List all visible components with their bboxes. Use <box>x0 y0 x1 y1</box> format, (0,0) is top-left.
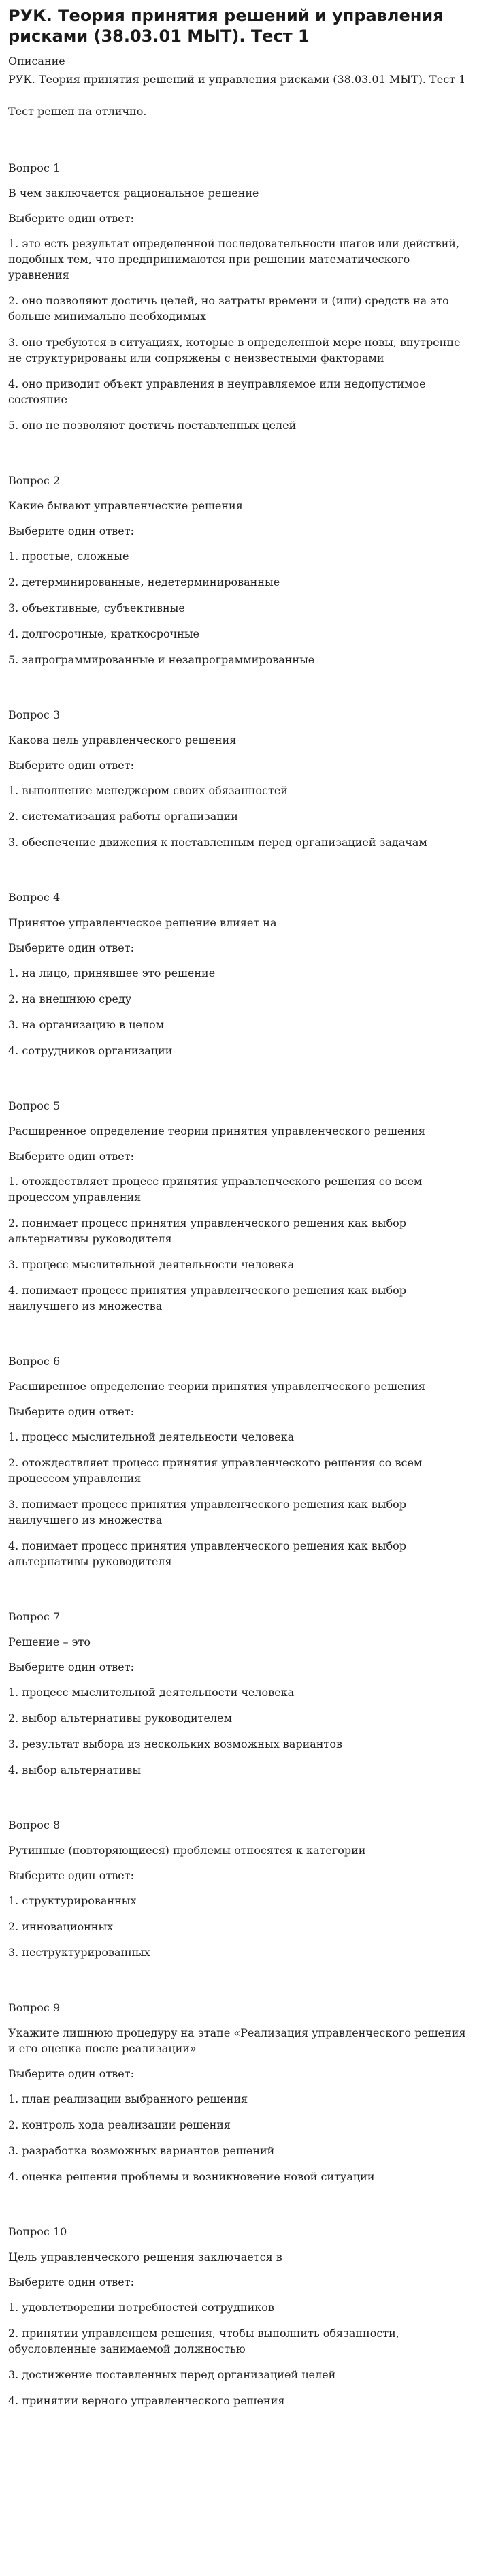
questions-list <box>8 160 469 2408</box>
question-number: Вопрос 1 <box>8 161 61 174</box>
answer-option: 5. запрограммированные и незапрограммированные <box>8 653 315 666</box>
description-text: РУК. Теория принятия решений и управления рисками (38.03.01 МЫТ). Тест 1 <box>8 73 466 86</box>
question-text: Решение – это <box>8 1635 91 1648</box>
answer-prompt: Выберите один ответ: <box>8 759 135 772</box>
answer-option: 1. процесс мыслительной деятельности человека <box>8 1686 295 1699</box>
question-block <box>8 1353 469 1569</box>
answer-option: 2. отождествляет процесс принятия управленческого решения со всем процессом управления <box>8 1456 423 1485</box>
answer-options <box>8 236 469 433</box>
result-note: Тест решен на отлично. <box>8 105 147 118</box>
answer-option: 4. понимает процесс принятия управленческого решения как выбор наилучшего из множества <box>8 1284 407 1313</box>
answer-prompt: Выберите один ответ: <box>8 2067 135 2080</box>
answer-option: 3. понимает процесс принятия управленческого решения как выбор наилучшего из множества <box>8 1498 407 1526</box>
question-number: Вопрос 2 <box>8 474 61 487</box>
answer-option: 2. контроль хода реализации решения <box>8 2118 231 2131</box>
question-number: Вопрос 3 <box>8 708 61 721</box>
answer-options <box>8 965 469 1058</box>
answer-option: 4. понимает процесс принятия управленческого решения как выбор альтернативы руководителя <box>8 1539 407 1568</box>
answer-options <box>8 548 469 667</box>
question-block <box>8 2000 469 2184</box>
question-block <box>8 160 469 433</box>
question-number: Вопрос 10 <box>8 2225 67 2238</box>
answer-prompt: Выберите один ответ: <box>8 2276 135 2289</box>
answer-option: 3. объективные, субъективные <box>8 601 185 614</box>
answer-option: 1. структурированных <box>8 1894 137 1907</box>
answer-option: 3. на организацию в целом <box>8 1018 165 1031</box>
answer-option: 2. систематизация работы организации <box>8 810 238 823</box>
answer-option: 4. оценка решения проблемы и возникновение новой ситуации <box>8 2170 375 2183</box>
answer-prompt: Выберите один ответ: <box>8 1405 135 1418</box>
question-block <box>8 473 469 667</box>
answer-options <box>8 2091 469 2184</box>
description-label: Описание <box>8 54 65 67</box>
question-number: Вопрос 8 <box>8 1819 61 1832</box>
answer-option: 4. выбор альтернативы <box>8 1763 142 1776</box>
answer-option: 4. принятии верного управленческого решения <box>8 2394 285 2407</box>
answer-option: 2. на внешнюю среду <box>8 992 132 1005</box>
answer-prompt: Выберите один ответ: <box>8 1661 135 1674</box>
answer-option: 3. достижение поставленных перед организацией целей <box>8 2368 336 2381</box>
answer-option: 1. удовлетворении потребностей сотрудников <box>8 2301 274 2314</box>
question-text: Принятое управленческое решение влияет на <box>8 916 277 929</box>
answer-option: 3. процесс мыслительной деятельности человека <box>8 1258 295 1271</box>
question-text: Расширенное определение теории принятия управленческого решения <box>8 1125 425 1137</box>
page-title: РУК. Теория принятия решений и управления рисками (38.03.01 МЫТ). Тест 1 <box>8 6 444 46</box>
answer-option: 4. сотрудников организации <box>8 1044 173 1057</box>
question-text: В чем заключается рациональное решение <box>8 187 259 200</box>
question-text: Цель управленческого решения заключается в <box>8 2250 282 2263</box>
question-block <box>8 2224 469 2408</box>
question-block <box>8 890 469 1058</box>
answer-options <box>8 1893 469 1960</box>
question-text: Какова цель управленческого решения <box>8 734 237 747</box>
answer-option: 5. оно не позволяют достичь поставленных целей <box>8 419 297 432</box>
answer-option: 1. выполнение менеджером своих обязанностей <box>8 784 288 797</box>
question-block <box>8 1098 469 1314</box>
question-text: Какие бывают управленческие решения <box>8 499 243 512</box>
question-block <box>8 707 469 850</box>
answer-prompt: Выберите один ответ: <box>8 212 135 225</box>
answer-option: 2. детерминированные, недетерминированные <box>8 576 280 588</box>
answer-options <box>8 1684 469 1778</box>
answer-option: 3. оно требуются в ситуациях, которые в определенной мере новы, внутренне не структурированы или сопряжены с неизвестными факторами <box>8 336 461 364</box>
question-text: Укажите лишнюю процедуру на этапе «Реализация управленческого решения и его оценка после реализации» <box>8 2026 466 2055</box>
answer-options <box>8 783 469 850</box>
answer-prompt: Выберите один ответ: <box>8 1150 135 1163</box>
answer-option: 4. оно приводит объект управления в неуправляемое или недопустимое состояние <box>8 377 426 406</box>
answer-option: 1. отождествляет процесс принятия управленческого решения со всем процессом управления <box>8 1175 423 1204</box>
answer-option: 3. результат выбора из нескольких возможных вариантов <box>8 1738 342 1750</box>
answer-options <box>8 2299 469 2408</box>
question-block <box>8 1609 469 1778</box>
answer-option: 2. оно позволяют достичь целей, но затраты времени и (или) средств на это больше минимально необходимых <box>8 294 449 323</box>
question-number: Вопрос 5 <box>8 1099 61 1112</box>
answer-option: 3. обеспечение движения к поставленным перед организацией задачам <box>8 836 427 849</box>
answer-option: 2. понимает процесс принятия управленческого решения как выбор альтернативы руководителя <box>8 1216 407 1245</box>
answer-option: 1. это есть результат определенной последовательности шагов или действий, подобных тем, что предпринимаются при решении математического уравнения <box>8 237 459 281</box>
answer-options <box>8 1174 469 1314</box>
answer-option: 1. план реализации выбранного решения <box>8 2092 248 2105</box>
question-number: Вопрос 6 <box>8 1355 61 1368</box>
question-number: Вопрос 9 <box>8 2001 61 2014</box>
answer-option: 1. на лицо, принявшее это решение <box>8 967 216 979</box>
question-text: Расширенное определение теории принятия управленческого решения <box>8 1380 425 1393</box>
answer-prompt: Выберите один ответ: <box>8 1869 135 1882</box>
answer-option: 1. простые, сложные <box>8 550 129 563</box>
answer-option: 2. инновационных <box>8 1920 114 1933</box>
answer-prompt: Выберите один ответ: <box>8 524 135 537</box>
question-number: Вопрос 4 <box>8 891 61 904</box>
answer-prompt: Выберите один ответ: <box>8 941 135 954</box>
answer-option: 1. процесс мыслительной деятельности человека <box>8 1430 295 1443</box>
answer-option: 2. выбор альтернативы руководителем <box>8 1712 233 1725</box>
answer-option: 3. разработка возможных вариантов решений <box>8 2144 275 2157</box>
question-text: Рутинные (повторяющиеся) проблемы относятся к категории <box>8 1844 366 1857</box>
question-number: Вопрос 7 <box>8 1610 61 1623</box>
question-block <box>8 1817 469 1960</box>
answer-option: 4. долгосрочные, краткосрочные <box>8 627 200 640</box>
answer-option: 2. принятии управленцем решения, чтобы выполнить обязанности, обусловленные занимаемой должностью <box>8 2327 399 2355</box>
answer-option: 3. неструктурированных <box>8 1946 150 1959</box>
answer-options <box>8 1429 469 1569</box>
